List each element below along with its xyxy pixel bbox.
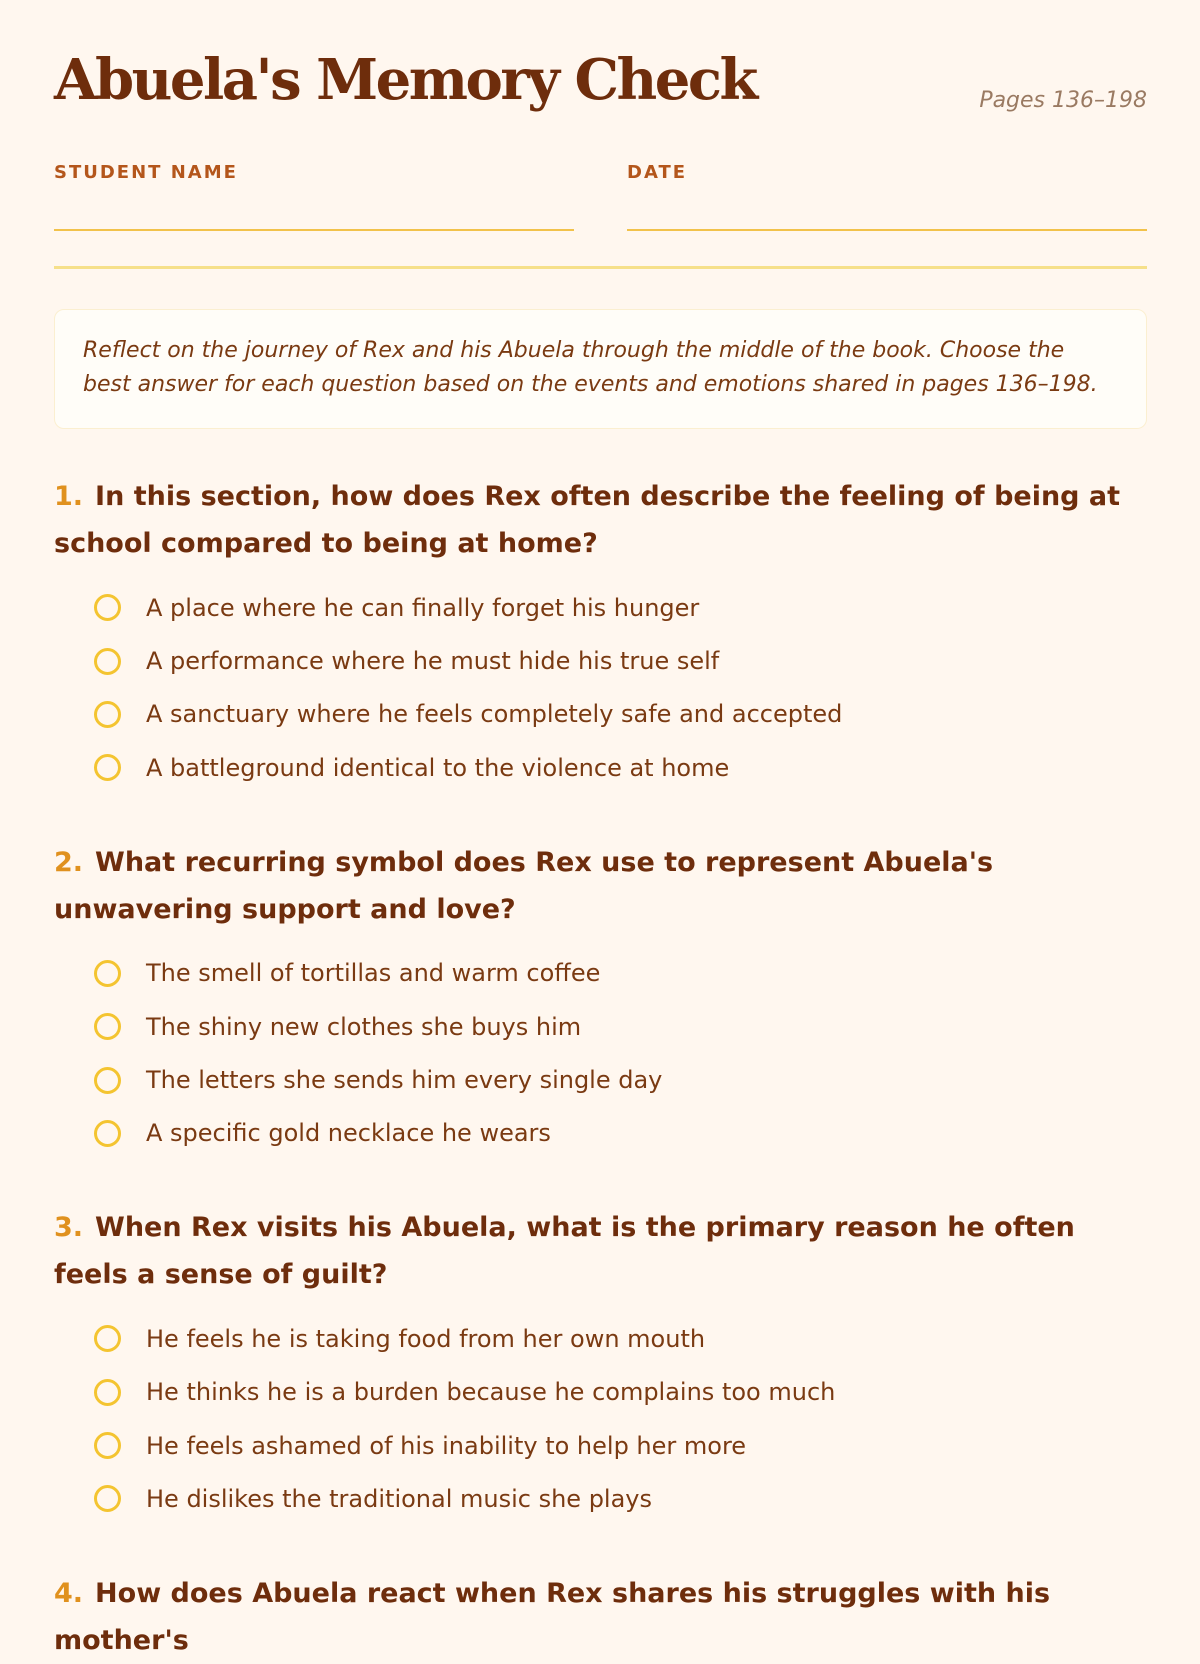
question-number: 3. — [54, 1212, 84, 1244]
answer-label: The smell of tortillas and warm coffee — [146, 959, 601, 988]
quiz-page — [54, 0, 1147, 1664]
answer-option[interactable] — [54, 741, 1147, 794]
question-number: 4. — [54, 1577, 84, 1609]
date-label: DATE — [627, 162, 688, 183]
answer-option[interactable] — [54, 947, 1147, 1000]
radio-circle-icon[interactable] — [94, 1325, 121, 1352]
student-name-line[interactable] — [54, 229, 574, 231]
radio-circle-icon[interactable] — [94, 1485, 121, 1512]
page-range: Pages 136–198 — [979, 88, 1147, 113]
answer-option[interactable] — [54, 1419, 1147, 1472]
radio-circle-icon[interactable] — [94, 1067, 121, 1094]
radio-circle-icon[interactable] — [94, 1120, 121, 1147]
answer-label: A battleground identical to the violence at home — [146, 753, 730, 782]
answer-option[interactable] — [54, 1472, 1147, 1525]
radio-circle-icon[interactable] — [94, 1013, 121, 1040]
answer-option[interactable] — [54, 634, 1147, 687]
answer-label: He thinks he is a burden because he complains too much — [146, 1378, 836, 1407]
radio-circle-icon[interactable] — [94, 960, 121, 987]
answer-option[interactable] — [54, 1312, 1147, 1365]
answer-option[interactable] — [54, 581, 1147, 634]
question-prompt: How does Abuela react when Rex shares his struggles with his mother's — [54, 1577, 1051, 1656]
question-text — [54, 473, 1147, 567]
answer-option[interactable] — [54, 688, 1147, 741]
answer-option[interactable] — [54, 1107, 1147, 1160]
question-text — [54, 1570, 1147, 1664]
radio-circle-icon[interactable] — [94, 1432, 121, 1459]
answer-options — [54, 1312, 1147, 1526]
answer-label: A sanctuary where he feels completely safe and accepted — [146, 700, 843, 729]
answer-label: The letters she sends him every single day — [146, 1066, 663, 1095]
question-4 — [54, 1570, 1147, 1664]
answer-label: The shiny new clothes she buys him — [146, 1012, 582, 1041]
radio-circle-icon[interactable] — [94, 594, 121, 621]
question-3 — [54, 1204, 1147, 1526]
date-line[interactable] — [627, 229, 1147, 231]
date-field[interactable] — [627, 162, 1147, 231]
page-header — [54, 0, 1147, 140]
radio-circle-icon[interactable] — [94, 701, 121, 728]
student-name-field[interactable] — [54, 162, 574, 231]
instructions-box: Reflect on the journey of Rex and his Abuela through the middle of the book. Choose the best answer for each question based on the events and emotions shared in pages 136–198. — [54, 309, 1147, 429]
question-1 — [54, 473, 1147, 795]
answer-option[interactable] — [54, 1053, 1147, 1106]
answer-options — [54, 581, 1147, 795]
answer-label: He feels he is taking food from her own mouth — [146, 1324, 706, 1353]
header-divider — [54, 266, 1147, 269]
question-prompt: When Rex visits his Abuela, what is the primary reason he often feels a sense of guilt? — [54, 1212, 1075, 1291]
answer-label: A place where he can finally forget his hunger — [146, 593, 700, 622]
question-prompt: What recurring symbol does Rex use to represent Abuela's unwavering support and love? — [54, 846, 994, 925]
answer-label: A performance where he must hide his true self — [146, 647, 720, 676]
question-number: 1. — [54, 481, 84, 512]
radio-circle-icon[interactable] — [94, 648, 121, 675]
answer-option[interactable] — [54, 1000, 1147, 1053]
radio-circle-icon[interactable] — [94, 1379, 121, 1406]
answer-options — [54, 947, 1147, 1161]
answer-label: A specific gold necklace he wears — [146, 1119, 551, 1148]
radio-circle-icon[interactable] — [94, 754, 121, 781]
student-name-label: STUDENT NAME — [54, 162, 238, 183]
question-text — [54, 1204, 1147, 1298]
answer-option[interactable] — [54, 1366, 1147, 1419]
student-info — [54, 140, 1147, 240]
question-text — [54, 839, 1147, 933]
question-number: 2. — [54, 846, 84, 878]
answer-label: He feels ashamed of his inability to help her more — [146, 1431, 747, 1460]
page-title: Abuela's Memory Check — [54, 47, 756, 113]
question-2 — [54, 839, 1147, 1161]
answer-label: He dislikes the traditional music she plays — [146, 1484, 653, 1513]
question-prompt: In this section, how does Rex often describe the feeling of being at school compared to being at home? — [54, 481, 1121, 559]
